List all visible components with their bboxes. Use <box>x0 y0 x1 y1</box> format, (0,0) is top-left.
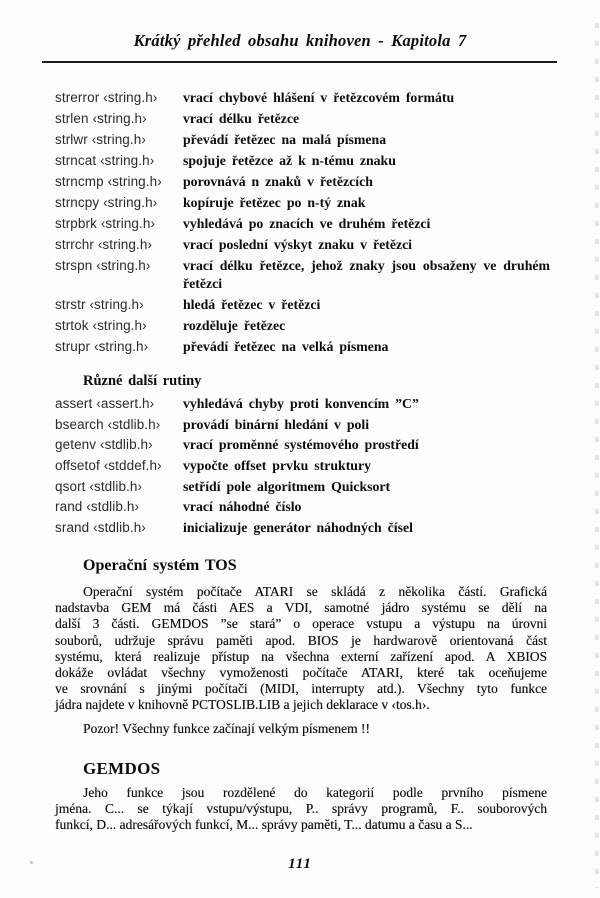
paragraph-line: nadstavba GEM má části AES a VDI, samotné jádro systému se dělí na <box>55 600 547 616</box>
function-identifier: strrchr <box>55 237 94 252</box>
library-function-row <box>55 338 550 356</box>
function-name <box>55 457 183 475</box>
function-name <box>55 215 183 233</box>
function-description: vrací proměnné systémového prostředí <box>183 437 419 453</box>
misc-routines-list <box>55 395 550 540</box>
header-file-name: ‹string.h› <box>103 195 158 210</box>
header-file-name: ‹string.h› <box>100 153 155 168</box>
header-file-name: ‹string.h› <box>103 90 158 105</box>
paragraph-line: Operační systém počítače ATARI se skládá z několika částí. Grafická <box>83 584 547 599</box>
function-description: spojuje řetězce až k n-tému znaku <box>183 153 396 168</box>
header-file-name: ‹string.h› <box>92 318 147 333</box>
library-function-row <box>55 215 550 233</box>
header-file-name: ‹stdlib.h› <box>89 478 143 494</box>
page-header-title: Krátký přehled obsahu knihoven - Kapitola 7 <box>133 31 467 50</box>
header-file-name: ‹string.h› <box>93 339 149 354</box>
header-file-name: ‹string.h› <box>100 216 156 231</box>
function-identifier: strpbrk <box>55 216 97 231</box>
function-identifier: strtok <box>55 318 89 333</box>
function-identifier: getenv <box>55 437 97 453</box>
header-file-name: ‹string.h› <box>107 174 162 189</box>
header-file-name: ‹string.h› <box>97 237 153 252</box>
function-name <box>55 131 183 149</box>
function-description: vypočte offset prvku struktury <box>183 458 371 474</box>
paragraph-line: jádra najdete v knihovně PCTOSLIB.LIB a jejich deklarace v ‹tos.h›. <box>55 697 430 713</box>
function-name <box>55 236 183 254</box>
function-identifier: strlwr <box>55 132 88 147</box>
library-function-row <box>55 152 550 170</box>
function-identifier: strstr <box>55 297 86 312</box>
function-description: vrací délku řetězce <box>183 111 300 126</box>
function-name <box>55 338 183 356</box>
function-identifier: strncmp <box>55 174 104 189</box>
library-function-row <box>55 457 550 475</box>
function-name <box>55 110 183 128</box>
function-identifier: strncpy <box>55 195 100 210</box>
tos-section-heading: Operační systém TOS <box>83 557 237 574</box>
function-identifier: bsearch <box>55 416 104 432</box>
paragraph-line: dokáže ovládat všechny vymoženosti počítače ATARI, které tak oceňujeme <box>55 665 547 681</box>
paragraph-line: funkcí, D... adresářových funkcí, M... správy paměti, T... datumu a času a S... <box>55 817 473 833</box>
function-description: kopíruje řetězec po n-tý znak <box>183 195 366 210</box>
function-description: vyhledává chyby proti konvencím ”C” <box>183 396 419 411</box>
function-identifier: strlen <box>55 111 89 126</box>
header-file-name: ‹string.h› <box>92 111 147 126</box>
function-description: hledá řetězec v řetězci <box>183 297 321 312</box>
header-file-name: ‹stdlib.h› <box>107 416 161 432</box>
library-function-row <box>55 478 550 496</box>
header-file-name: ‹string.h› <box>91 132 146 147</box>
function-identifier: srand <box>55 520 90 536</box>
function-name <box>55 395 183 413</box>
function-name <box>55 173 183 191</box>
function-name <box>55 416 183 434</box>
library-function-row <box>55 317 550 335</box>
header-file-name: ‹stdlib.h› <box>86 499 140 515</box>
function-description: provádí binární hledání v poli <box>183 416 370 432</box>
function-name <box>55 89 183 107</box>
page-number: 111 <box>288 856 312 872</box>
string-functions-list <box>55 89 550 359</box>
function-name <box>55 257 183 275</box>
paragraph-line: Jeho funkce jsou rozdělené do kategorií podle prvního písmene <box>83 785 547 800</box>
function-name <box>55 152 183 170</box>
library-function-row <box>55 173 550 191</box>
library-function-row <box>55 519 550 537</box>
gemdos-section-heading: GEMDOS <box>83 759 161 778</box>
paragraph-line: souborů, udržuje správu paměti apod. BIOS je hardwarově orientovaná část <box>55 632 547 648</box>
function-description: převádí řetězec na malá písmena <box>183 132 387 147</box>
function-identifier: strupr <box>55 339 91 354</box>
function-description: inicializuje generátor náhodných čísel <box>183 520 413 536</box>
scan-speck <box>30 861 33 864</box>
paragraph-line: jména. C... se týkají vstupu/výstupu, P.. správy programů, F.. souborových <box>55 801 547 817</box>
function-description: vrací délku řetězce, jehož znaky jsou obsaženy ve druhém řetězci <box>183 258 550 291</box>
function-identifier: qsort <box>55 478 86 494</box>
header-file-name: ‹string.h› <box>89 297 144 312</box>
function-identifier: strncat <box>55 153 97 168</box>
function-description: setřídí pole algoritmem Quicksort <box>183 478 391 494</box>
header-rule <box>42 61 557 63</box>
function-name <box>55 498 183 516</box>
library-function-row <box>55 436 550 454</box>
function-identifier: assert <box>55 396 93 411</box>
scan-artifact-marks <box>595 10 599 888</box>
function-description: rozděluje řetězec <box>183 318 286 333</box>
function-description: vrací chybové hlášení v řetězcovém formátu <box>183 90 455 105</box>
library-function-row <box>55 194 550 212</box>
function-name <box>55 194 183 212</box>
header-file-name: ‹stdlib.h› <box>93 520 146 536</box>
header-file-name: ‹stddef.h› <box>103 458 162 474</box>
header-file-name: ‹assert.h› <box>96 396 155 411</box>
library-function-row <box>55 296 550 314</box>
function-identifier: strerror <box>55 90 100 105</box>
gemdos-paragraph <box>55 785 547 834</box>
function-description: porovnává n znaků v řetězcích <box>183 174 373 189</box>
function-identifier: strspn <box>55 258 93 273</box>
function-description: vyhledává po znacích ve druhém řetězci <box>183 216 431 231</box>
library-function-row <box>55 416 550 434</box>
function-description: převádí řetězec na velká písmena <box>183 339 389 354</box>
function-description: vrací náhodné číslo <box>183 499 302 515</box>
function-identifier: rand <box>55 499 83 515</box>
tos-paragraph <box>55 584 547 714</box>
library-function-row <box>55 236 550 254</box>
library-function-row <box>55 131 550 149</box>
library-function-row <box>55 257 550 293</box>
header-file-name: ‹string.h› <box>96 258 151 273</box>
library-function-row <box>55 89 550 107</box>
function-name <box>55 317 183 335</box>
function-identifier: offsetof <box>55 458 100 474</box>
function-name <box>55 478 183 496</box>
library-function-row <box>55 110 550 128</box>
misc-routines-heading: Různé další rutiny <box>83 373 202 389</box>
function-description: vrací poslední výskyt znaku v řetězci <box>183 237 413 252</box>
library-function-row <box>55 498 550 516</box>
paragraph-line: další 3 části. GEMDOS ”se stará” o operace vstupu a výstupu na úrovni <box>55 616 547 632</box>
warning-line: Pozor! Všechny funkce začínají velkým písmenem !! <box>83 721 370 736</box>
function-name <box>55 296 183 314</box>
library-function-row <box>55 395 550 413</box>
paragraph-line: ve srovnání s jinými počítači (MIDI, interrupty atd.). Všechny tyto funkce <box>55 681 547 697</box>
paragraph-line: systému, která realizuje přístup na všechna externí zařízení apod. A XBIOS <box>55 648 547 664</box>
header-file-name: ‹stdlib.h› <box>100 437 153 453</box>
function-name <box>55 436 183 454</box>
function-name <box>55 519 183 537</box>
